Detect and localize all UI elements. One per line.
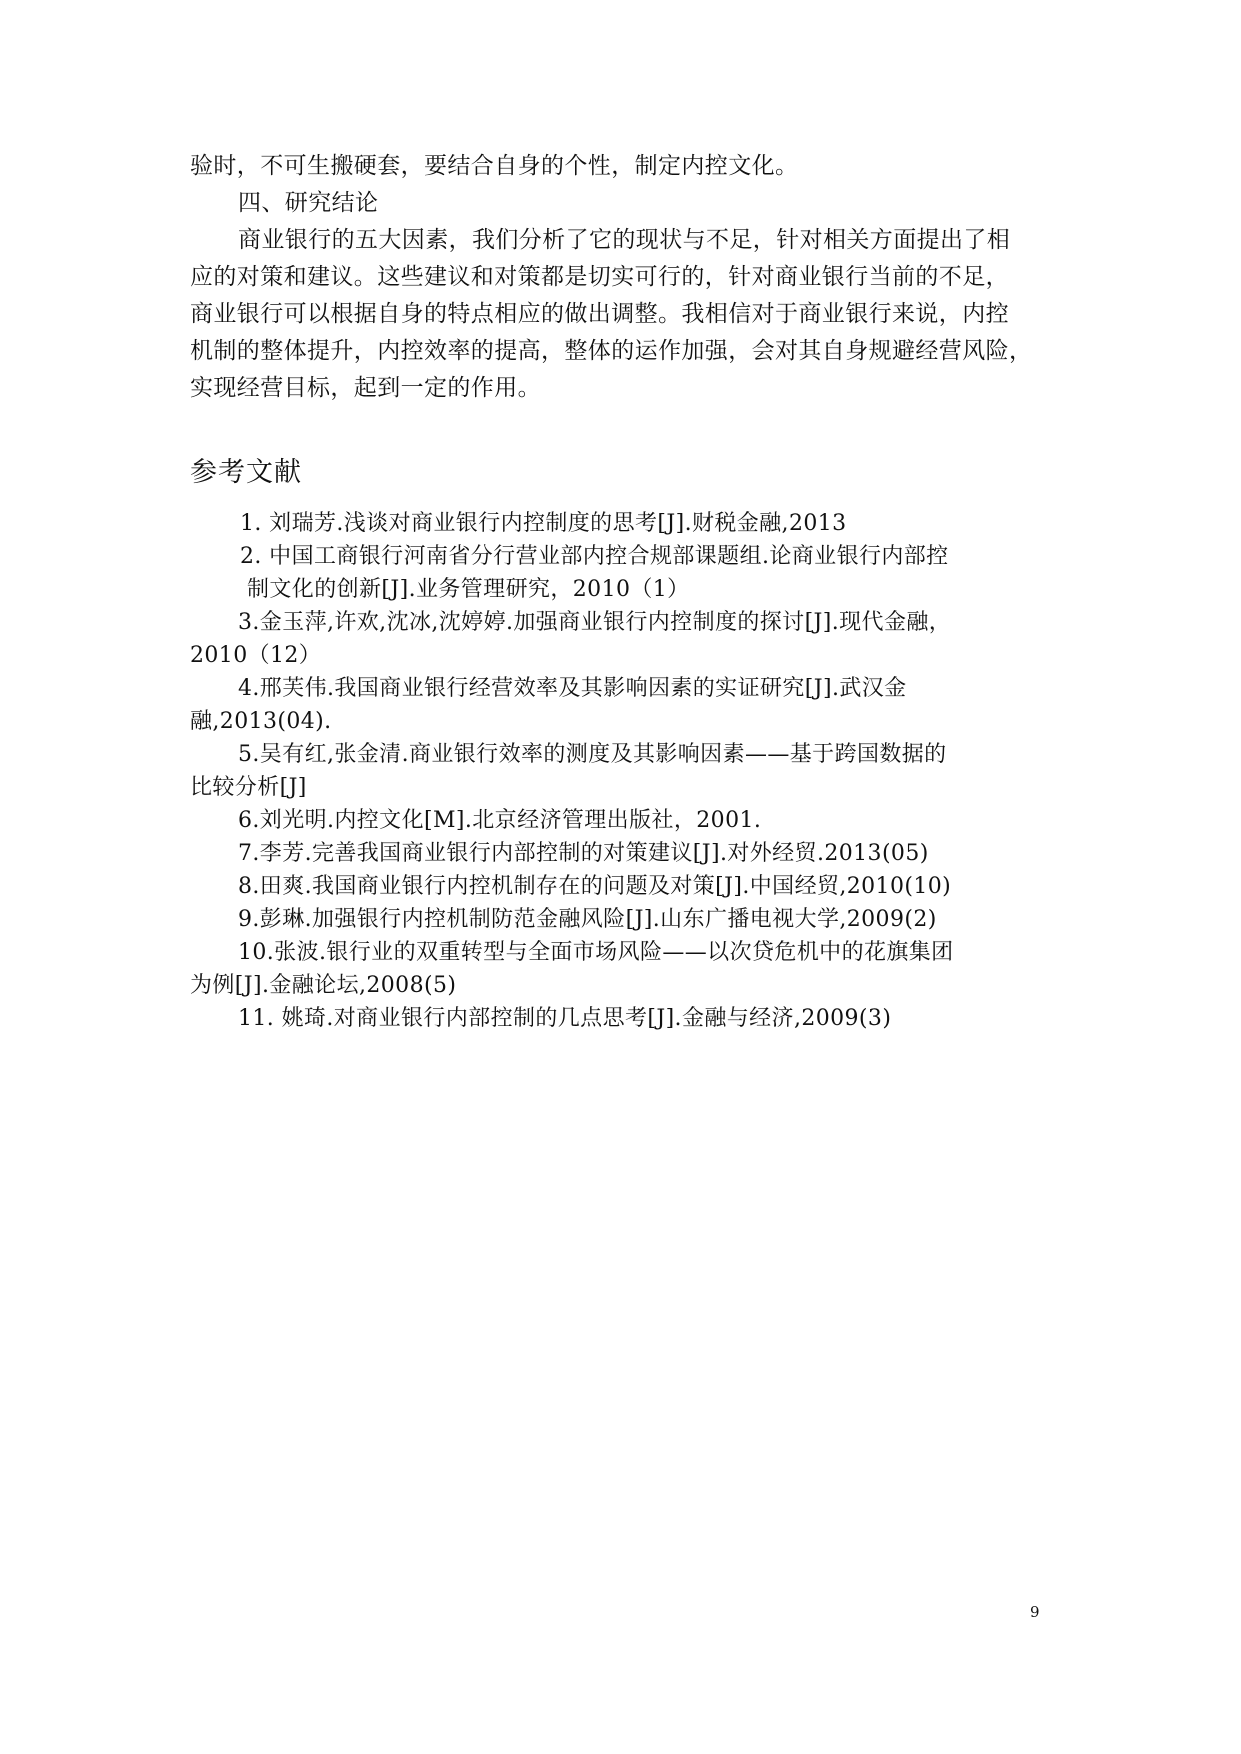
reference-line: 4.邢芙伟.我国商业银行经营效率及其影响因素的实证研究[J].武汉金 <box>238 676 907 701</box>
reference-line: 2010（12） <box>190 643 322 668</box>
reference-line: 2. 中国工商银行河南省分行营业部内控合规部课题组.论商业银行内部控 <box>240 544 949 569</box>
reference-line: 6.刘光明.内控文化[M].北京经济管理出版社，2001. <box>238 808 762 833</box>
paragraph-line: 应的对策和建议。这些建议和对策都是切实可行的，针对商业银行当前的不足， <box>190 264 1009 290</box>
reference-line: 比较分析[J] <box>190 775 307 800</box>
paragraph-continuation: 验时，不可生搬硬套，要结合自身的个性，制定内控文化。 <box>190 153 799 179</box>
reference-line: 1. 刘瑞芳.浅谈对商业银行内控制度的思考[J].财税金融,2013 <box>240 511 847 536</box>
paragraph-line: 商业银行的五大因素，我们分析了它的现状与不足，针对相关方面提出了相 <box>238 227 1011 253</box>
references-title: 参考文献 <box>190 457 302 488</box>
references-list <box>190 507 1060 1035</box>
reference-line: 融,2013(04). <box>190 709 332 734</box>
reference-line: 5.吴有红,张金清.商业银行效率的测度及其影响因素——基于跨国数据的 <box>238 742 947 767</box>
paragraph-line: 机制的整体提升，内控效率的提高，整体的运作加强，会对其自身规避经营风险， <box>190 338 1033 364</box>
reference-line: 8.田爽.我国商业银行内控机制存在的问题及对策[J].中国经贸,2010(10) <box>238 874 952 899</box>
reference-line: 9.彭琳.加强银行内控机制防范金融风险[J].山东广播电视大学,2009(2) <box>238 907 937 932</box>
body-text <box>190 148 1060 407</box>
page-number: 9 <box>1030 1603 1040 1621</box>
reference-line: 3.金玉萍,许欢,沈冰,沈婷婷.加强商业银行内控制度的探讨[J].现代金融， <box>238 610 952 635</box>
paragraph-line: 商业银行可以根据自身的特点相应的做出调整。我相信对于商业银行来说，内控 <box>190 301 1009 327</box>
reference-line: 制文化的创新[J].业务管理研究，2010（1） <box>247 577 690 602</box>
paragraph-line: 实现经营目标，起到一定的作用。 <box>190 375 541 401</box>
reference-line: 7.李芳.完善我国商业银行内部控制的对策建议[J].对外经贸.2013(05) <box>238 841 929 866</box>
section-heading: 四、研究结论 <box>238 190 379 216</box>
reference-line: 10.张波.银行业的双重转型与全面市场风险——以次贷危机中的花旗集团 <box>238 940 954 965</box>
reference-line: 11. 姚琦.对商业银行内部控制的几点思考[J].金融与经济,2009(3) <box>238 1006 892 1031</box>
reference-line: 为例[J].金融论坛,2008(5) <box>190 973 457 998</box>
